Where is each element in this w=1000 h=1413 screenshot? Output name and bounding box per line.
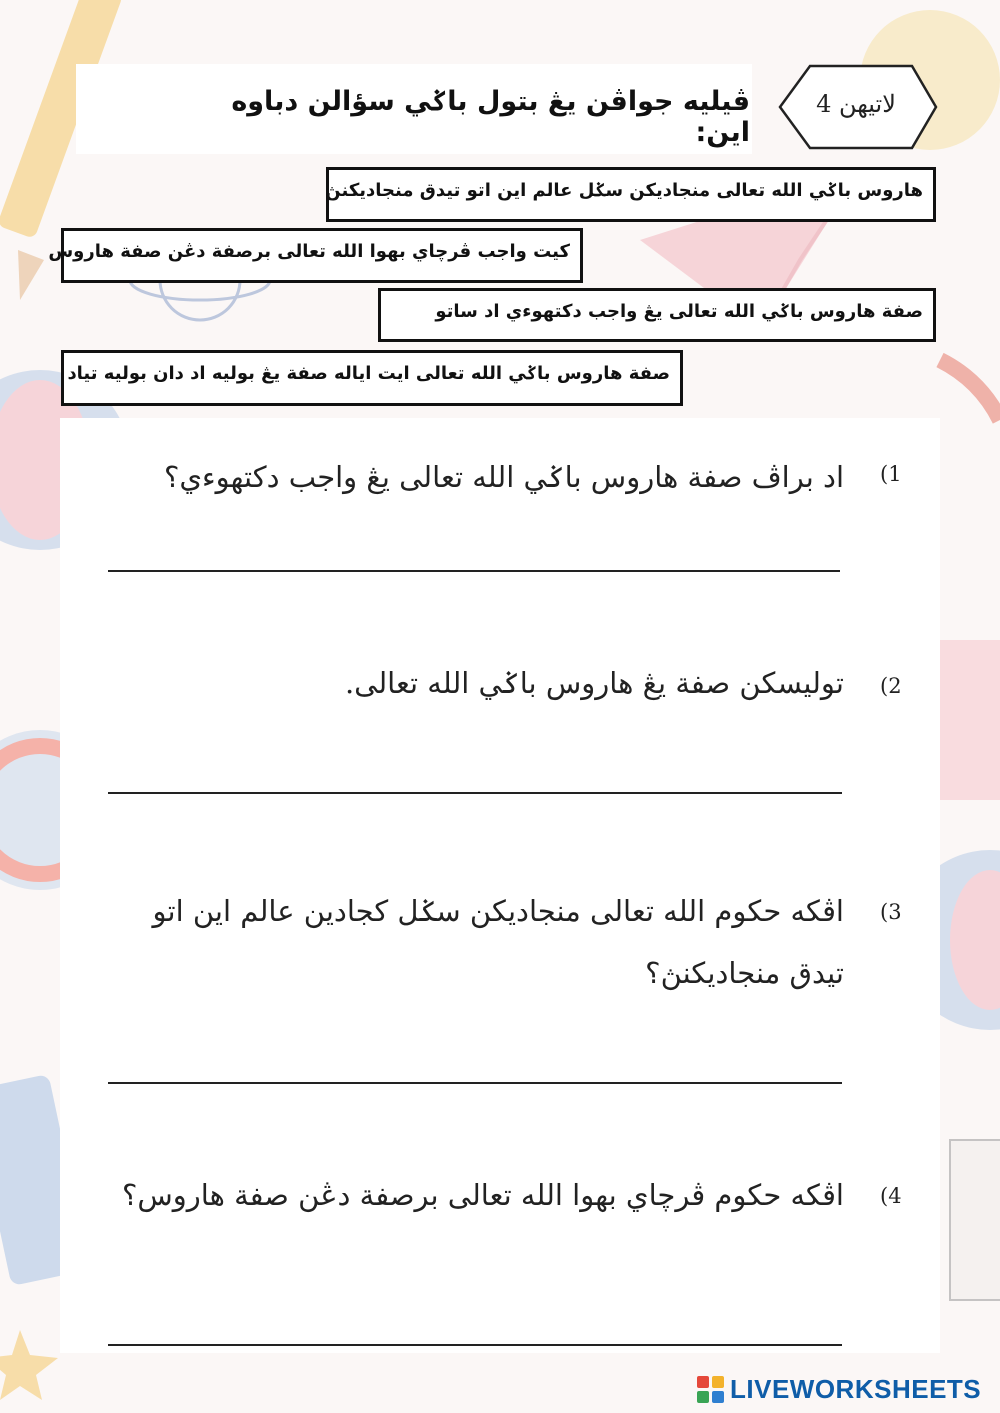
question-2-number: (2 (880, 674, 902, 698)
question-2-text: توليسکن صفة يڠ هاروس باݢي الله تعالى. (344, 666, 844, 700)
answer-option-2[interactable]: کيت واجب ڤرچاي بهوا الله تعالى برصفة دڠن صفة هاروس (61, 228, 583, 283)
liveworksheets-brand (696, 1372, 996, 1406)
question-1-number: (1 (880, 462, 902, 486)
answer-line-4[interactable] (108, 1344, 842, 1346)
brand-logo-icon (696, 1375, 726, 1405)
question-1-text: اد براڤ صفة هاروس باݢي الله تعالى يڠ واجب دکتهوءي؟ (163, 460, 844, 494)
answer-option-3[interactable]: صفة هاروس باݢي الله تعالى يڠ واجب دکتهوءي اد ساتو (378, 288, 936, 342)
answer-line-1[interactable] (108, 570, 840, 572)
brand-wordmark: LIVEWORKSHEETS (730, 1374, 982, 1404)
question-4-text: اڤکه حکوم ڤرچاي بهوا الله تعالى برصفة دڠن صفة هاروس؟ (121, 1178, 844, 1212)
page-title: ڤيليه جواڤن يڠ بتول باݢي سؤالن دباوه اين: (231, 86, 750, 148)
answer-line-2[interactable] (108, 792, 842, 794)
answer-line-3[interactable] (108, 1082, 842, 1084)
exercise-badge (772, 62, 940, 152)
question-4-number: (4 (880, 1184, 902, 1208)
answer-option-4[interactable]: صفة هاروس باݢي الله تعالى ايت اياله صفة يڠ بوليه اد دان بوليه تياد (61, 350, 683, 406)
badge-label: لاتيهن 4 (816, 90, 896, 118)
question-3-number: (3 (880, 900, 902, 924)
question-3-text: اڤکه حکوم الله تعالى منجاديکن سݢل کجادين عالم اين اتو تيدق منجاديکنڽ؟ (152, 894, 844, 990)
answer-option-1[interactable]: هاروس باݢي الله تعالى منجاديکن سݢل عالم اين اتو تيدق منجاديکنڽ (326, 167, 936, 222)
